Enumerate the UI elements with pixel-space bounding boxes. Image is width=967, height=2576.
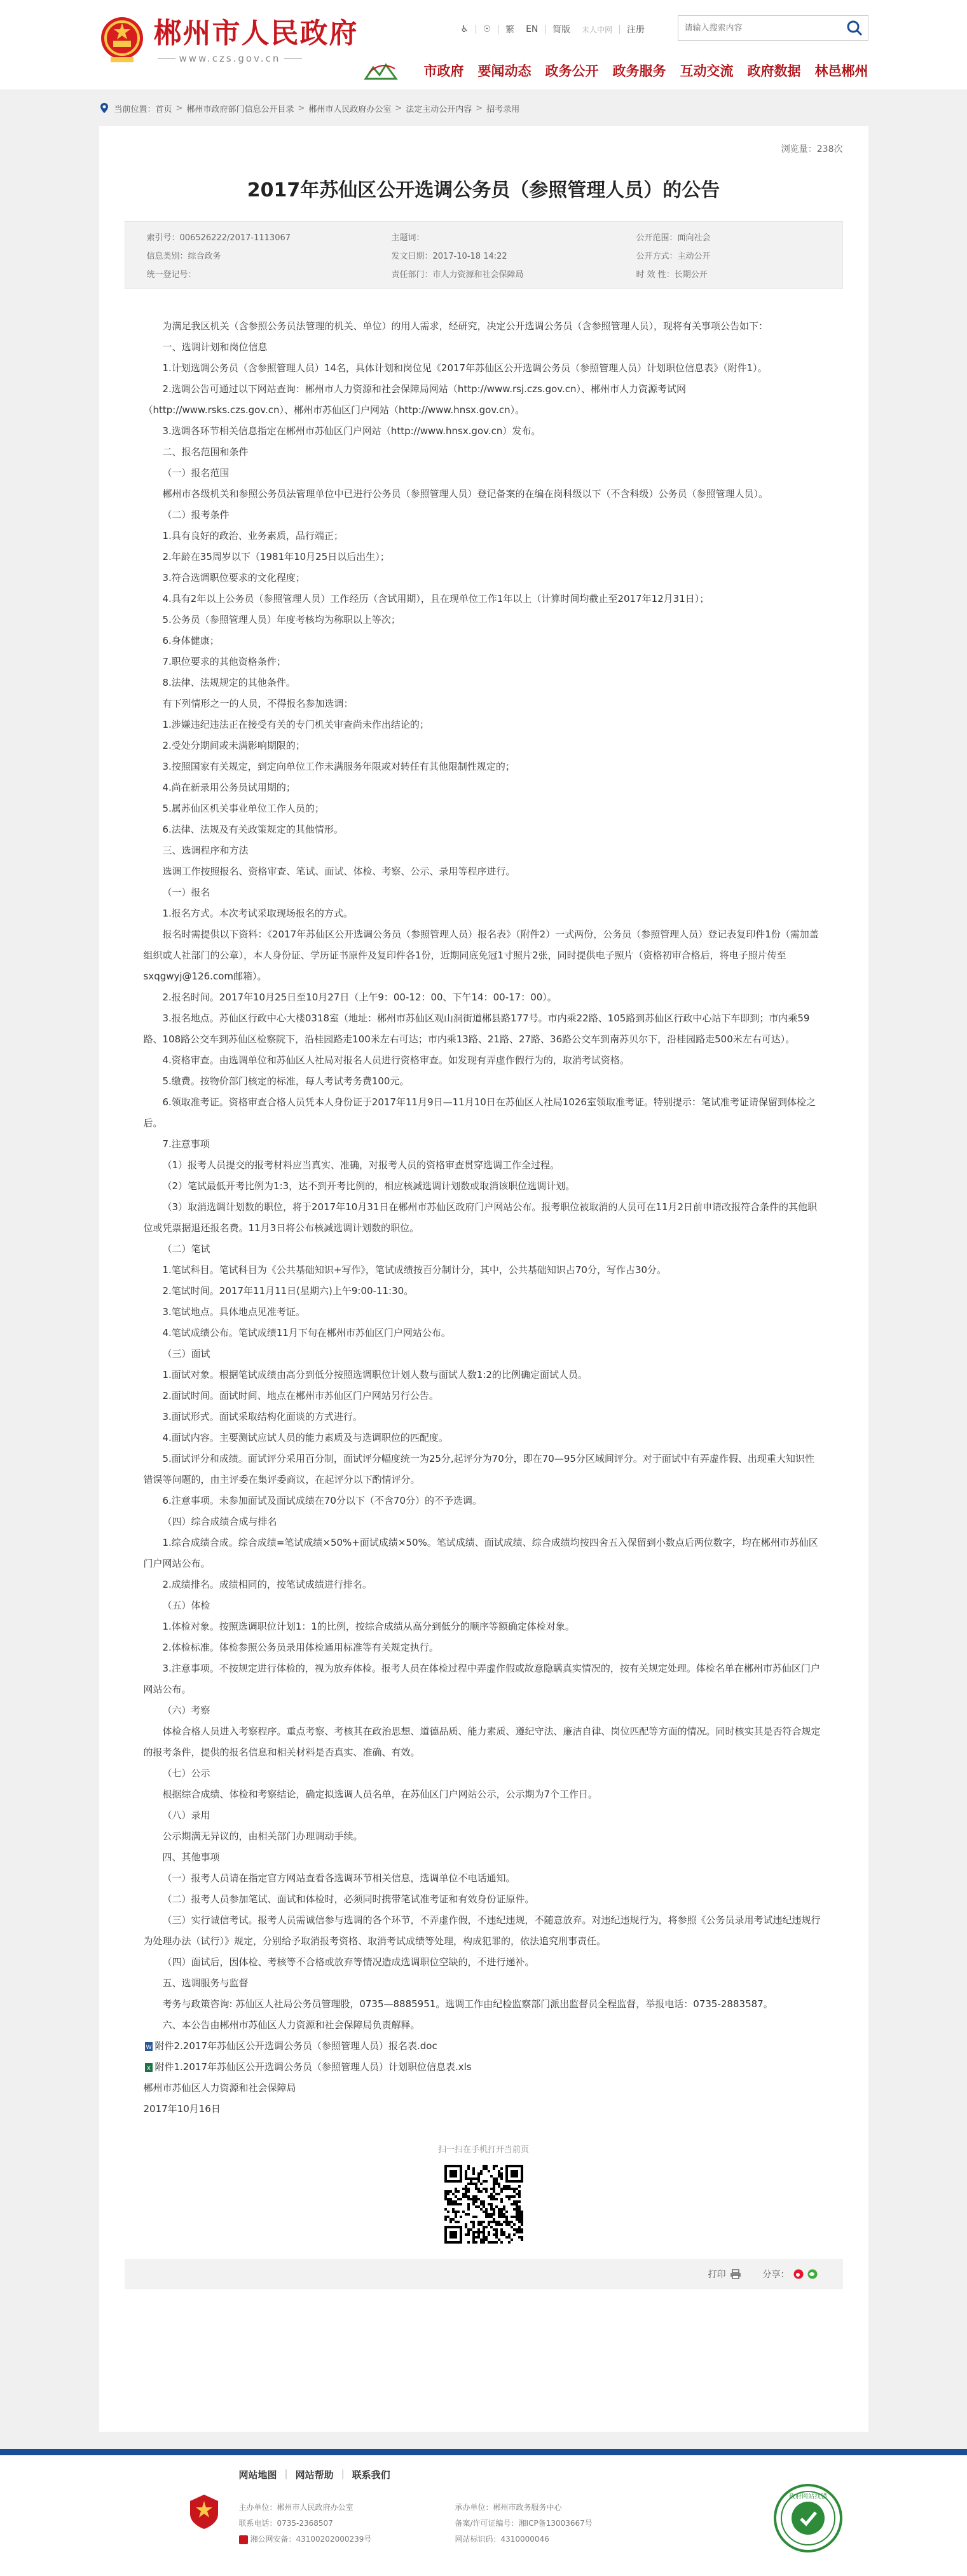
svg-text:X: X [146, 2065, 151, 2072]
article-paragraph: 8.法律、法规规定的其他条件。 [162, 677, 296, 688]
nav-government-services[interactable]: 政务服务 [612, 64, 666, 79]
article-paragraph: 二、报名范围和条件 [162, 446, 249, 458]
meta-publish-date: 发文日期：2017-10-18 14:22 [391, 252, 507, 261]
article-paragraph: 五、选调服务与监督 [162, 1977, 249, 1989]
article-paragraph: 1.体检对象。按照选调职位计划1：1的比例，按综合成绩从高分到低分的顺序等额确定体检对象。 [162, 1621, 575, 1632]
main-nav [363, 60, 868, 81]
website-error-report-seal-icon[interactable] [773, 2483, 843, 2553]
article-paragraph: 4.尚在新录用公务员试用期的； [162, 782, 296, 793]
article-paragraph: 7.职位要求的其他资格条件； [162, 656, 286, 667]
article-paragraph: 四、其他事项 [162, 1851, 220, 1863]
article-paragraph: 一、选调计划和岗位信息 [162, 341, 268, 353]
meta-index-number: 索引号：006526222/2017-1113067 [146, 233, 291, 243]
print-label: 打印 [708, 2270, 726, 2280]
article-paragraph: 1.具有良好的政治、业务素质，品行端正； [162, 530, 343, 542]
site-url: www.czs.gov.cn [179, 53, 281, 64]
meta-validity: 时 效 性：长期公开 [636, 270, 708, 280]
elder-mode-icon[interactable]: ☉ [483, 24, 491, 34]
accessibility-icon[interactable]: ♿ [460, 24, 469, 34]
article-paragraph: 考务与政策咨询: 苏仙区人社局公务员管理股，0735—8885951。选调工作由纪检监察部门派出监督员全程监督，举报电话：0735-2883587。 [162, 1998, 773, 2010]
article-paragraph: 有下列情形之一的人员，不得报名参加选调： [162, 698, 353, 709]
footer-host-info: 承办单位：郴州市政务服务中心 备案/许可证编号：湘ICP备13003667号 网站标识码：4310000046 [455, 2503, 593, 2544]
article-paragraph: 报名时需提供以下资料：《2017年苏仙区公开选调公务员（参照管理人员）报名表》（附件2）一式两份，公务员（参照管理人员）登记表复印件1份（需加盖组织或人社部门的公章），本人身份证、学历证书原件及复印件各1份，近期同底免冠1寸照片2张，同时提供电子照片（资格初审合格后，将电子照片传至sxqgwyj@126.com邮箱）。 [143, 929, 819, 982]
article-paragraph: 4.具有2年以上公务员（参照管理人员）工作经历（含试用期），且在现单位工作1年以上（计算时间均截止至2017年12月31日）； [162, 593, 710, 604]
article-paragraph: 4.面试内容。主要测试应试人员的能力素质及与选调职位的匹配度。 [162, 1432, 448, 1443]
traditional-chinese-link[interactable]: 繁 [505, 25, 515, 35]
user-status: 未人中网 [582, 25, 613, 34]
article-card [99, 126, 868, 2432]
site-logo[interactable] [99, 15, 359, 66]
meta-scope: 公开范围：面向社会 [636, 233, 711, 243]
article-paragraph: 6.领取准考证。资格审查合格人员凭本人身份证于2017年11月9日—11月10日在苏仙区人社局1026室领取准考证。特别提示：笔试准考证请保留到体检之后。 [143, 1096, 816, 1129]
site-footer [0, 2449, 967, 2576]
excel-file-icon [144, 2062, 154, 2073]
article-body [125, 316, 843, 2120]
article-paragraph: 2.笔试时间。2017年11月11日(星期六)上午9:00-11:30。 [162, 1285, 414, 1297]
qr-code-icon [442, 2162, 526, 2246]
article-paragraphs [144, 316, 824, 2036]
article-paragraph: 3.报名地点。苏仙区行政中心大楼0318室（地址：郴州市苏仙区观山洞街道郴县路177号。市内乘22路、105路到苏仙区行政中心站下车即到；市内乘59路、108路公交车到苏仙区检察院下，沿桂园路走100米左右可达；市内乘13路、21路、27路、36路公交车到南苏贝尔下，沿桂园路走500米左右可达）。 [143, 1012, 810, 1045]
meta-publish-method: 公开方式：主动公开 [636, 252, 711, 261]
article-paragraph: 郴州市各级机关和参照公务员法管理单位中已进行公务员（参照管理人员）登记备案的在编在岗科级以下（不含科级）公务员（参照管理人员）。 [162, 488, 769, 500]
attachment-link[interactable] [144, 2057, 824, 2078]
article-paragraph: 三、选调程序和方法 [162, 845, 249, 856]
search-input[interactable] [678, 16, 837, 40]
article-paragraph: 为满足我区机关（含参照公务员法管理的机关、单位）的用人需求，经研究，决定公开选调公务员（含参照管理人员），现将有关事项公告如下： [162, 320, 769, 332]
article-paragraph: 根据综合成绩、体检和考察结论，确定拟选调人员名单，在苏仙区门户网站公示，公示期为7个工作日。 [162, 1789, 598, 1800]
search-icon[interactable] [846, 20, 863, 36]
article-paragraph: 2.成绩排名。成绩相同的，按笔试成绩进行排名。 [162, 1579, 372, 1590]
article-paragraph: 体检合格人员进入考察程序。重点考察、考核其在政治思想、道德品质、能力素质、遵纪守法、廉洁自律、岗位匹配等方面的情况。同时核实其是否符合规定的报考条件，提供的报名信息和相关材料是否真实、准确、有效。 [143, 1726, 821, 1758]
printer-icon [730, 2269, 741, 2279]
article-paragraph: 7.注意事项 [162, 1138, 210, 1150]
article-paragraph: （二）笔试 [162, 1243, 210, 1255]
article-signature: 郴州市苏仙区人力资源和社会保障局 [143, 2082, 296, 2094]
article-paragraph: 5.面试评分和成绩。面试评分采用百分制，面试评分幅度统一为25分,起评分为70分，即在70—95分区域间评分。对于面试中有弄虚作假、出现重大知识性错误等问题的，由主评委在集评委商议，在起评分以下酌情评分。 [143, 1453, 814, 1485]
article-meta [125, 221, 843, 289]
article-paragraph: 5.公务员（参照管理人员）年度考核均为称职以上等次； [162, 614, 401, 625]
article-paragraph: 公示期满无异议的，由相关部门办理调动手续。 [162, 1830, 363, 1842]
article-paragraph: （一）报名范围 [162, 467, 230, 479]
site-header [0, 0, 967, 90]
footer-emblem-icon [188, 2493, 220, 2530]
article-paragraph: （七）公示 [162, 1768, 210, 1779]
site-title: 郴州市人民政府 [153, 17, 359, 50]
article-paragraph: 3.注意事项。不按规定进行体检的，视为放弃体检。报考人员在体检过程中弄虚作假或故意隐瞒真实情况的，按有关规定处理。体检名单在郴州市苏仙区门户网站公布。 [143, 1663, 820, 1695]
article-paragraph: 5.缴费。按物价部门核定的标准，每人考试考务费100元。 [162, 1075, 409, 1087]
nav-news[interactable]: 要闻动态 [477, 64, 532, 79]
english-link[interactable]: EN [526, 24, 538, 34]
location-pin-icon [99, 102, 109, 114]
article-paragraph: 3.选调各环节相关信息指定在郴州市苏仙区门户网站（http://www.hnsx.gov.cn）发布。 [162, 425, 541, 437]
article-paragraph: 4.笔试成绩公布。笔试成绩11月下旬在郴州市苏仙区门户网站公布。 [162, 1327, 451, 1339]
breadcrumb-recruitment[interactable]: 招考录用 [486, 104, 520, 114]
article-paragraph: （四）综合成绩合成与排名 [162, 1516, 277, 1527]
article-paragraph: （2）笔试最低开考比例为1:3，达不到开考比例的，相应核减选调计划数或取消该职位选调计划。 [162, 1180, 575, 1192]
qr-section [125, 2143, 843, 2246]
nav-city-government[interactable]: 市政府 [423, 64, 464, 79]
simple-version-link[interactable]: 简版 [552, 25, 571, 35]
share-weibo-icon[interactable] [793, 2269, 804, 2279]
attachment-1-label[interactable]: 附件1.2017年苏仙区公开选调公务员（参照管理人员）计划职位信息表.xls [154, 2061, 472, 2073]
action-bar [125, 2259, 843, 2289]
article-paragraph: （二）报考条件 [162, 509, 230, 521]
article-paragraph: 选调工作按照报名、资格审查、笔试、面试、体检、考察、公示、录用等程序进行。 [162, 866, 516, 877]
article-paragraph: 1.计划选调公务员（含参照管理人员）14名，具体计划和岗位见《2017年苏仙区公开选调公务员（参照管理人员）计划职位信息表》（附件1）。 [162, 362, 767, 374]
article-paragraph: 3.面试形式。面试采取结构化面谈的方式进行。 [162, 1411, 362, 1422]
attachment-link[interactable] [144, 2036, 824, 2057]
qr-caption: 扫一扫在手机打开当前页 [437, 2145, 529, 2155]
article-paragraph: 2.体检标准。体检参照公务员录用体检通用标准等有关规定执行。 [162, 1642, 439, 1653]
search-box [678, 15, 868, 41]
article-paragraph: 1.面试对象。根据笔试成绩由高分到低分按照选调职位计划人数与面试人数1:2的比例确定面试人员。 [162, 1369, 587, 1380]
top-links: ♿ | ☉ | 繁 EN | 简版 未人中网 | 注册 [460, 24, 645, 35]
article-paragraph: （三）面试 [162, 1348, 210, 1360]
national-emblem-icon [99, 15, 145, 66]
article-paragraph: 2.报名时间。2017年10月25日至10月27日（上午9：00-12：00、下午14：00-17：00）。 [162, 992, 557, 1003]
article-paragraph: 1.报名方式。本次考试采取现场报名的方式。 [162, 908, 353, 919]
article-date: 2017年10月16日 [143, 2103, 221, 2115]
article-paragraph: 2.面试时间。面试时间、地点在郴州市苏仙区门户网站另行公告。 [162, 1390, 439, 1401]
share-label: 分享： [762, 2270, 790, 2280]
breadcrumb: 当前位置： 首页 > 郴州市政府部门信息公开目录 > 郴州市人民政府办公室 > 法定主动公开内容 > 招考录用 [0, 90, 967, 126]
article-paragraph: （六）考察 [162, 1705, 210, 1716]
article-paragraph: 1.笔试科目。笔试科目为《公共基础知识+写作》，笔试成绩按百分制计分，其中，公共基础知识占70分，写作占30分。 [162, 1264, 667, 1276]
svg-text:W: W [146, 2044, 151, 2051]
article-paragraph: 3.按照国家有关规定，到定向单位工作未满服务年限或对转任有其他限制性规定的； [162, 761, 515, 772]
nav-government-data[interactable]: 政府数据 [747, 64, 801, 79]
police-badge-icon [239, 2535, 248, 2544]
article-paragraph: 6.身体健康； [162, 635, 219, 646]
article-paragraph: 2.年龄在35周岁以下（1981年10月25日以后出生）； [162, 551, 390, 562]
article-paragraph: 2.受处分期间或未满影响期限的； [162, 740, 305, 751]
article-paragraph: 6.注意事项。未参加面试及面试成绩在70分以下（不含70分）的不予选调。 [162, 1495, 482, 1506]
article-paragraph: 4.资格审查。由选调单位和苏仙区人社局对报名人员进行资格审查。如发现有弄虚作假行为的，取消考试资格。 [162, 1054, 629, 1066]
breadcrumb-directory[interactable]: 郴州市政府部门信息公开目录 [186, 104, 294, 114]
register-link[interactable]: 注册 [626, 25, 645, 35]
attachment-2-label[interactable]: 附件2.2017年苏仙区公开选调公务员（参照管理人员）报名表.doc [154, 2040, 437, 2052]
article-paragraph: 1.涉嫌违纪违法正在接受有关的专门机关审查尚未作出结论的； [162, 719, 429, 730]
article-paragraph: （一）报名 [162, 887, 210, 898]
meta-keywords: 主题词： [391, 233, 425, 243]
breadcrumb-office[interactable]: 郴州市人民政府办公室 [308, 104, 392, 114]
view-count: 浏览量：238次 [781, 144, 843, 154]
meta-department: 责任部门：市人力资源和社会保障局 [391, 270, 524, 280]
article-paragraph: 5.属苏仙区机关事业单位工作人员的； [162, 803, 324, 814]
share-wechat-icon[interactable] [807, 2269, 818, 2279]
article-paragraph: 3.符合选调职位要求的文化程度； [162, 572, 305, 583]
article-paragraph: 3.笔试地点。具体地点见准考证。 [162, 1306, 305, 1318]
breadcrumb-label: 当前位置： [114, 104, 156, 114]
print-button[interactable] [708, 2268, 741, 2280]
nav-government-affairs-open[interactable]: 政务公开 [545, 64, 599, 79]
article-paragraph: 六、本公告由郴州市苏仙区人力资源和社会保障局负责解释。 [162, 2019, 420, 2031]
article-paragraph: 2.选调公告可通过以下网站查询：郴州市人力资源和社会保障局网站（http://www.rsj.czs.gov.cn）、郴州市人力资源考试网（http://www.rsks.czs.gov.cn）、郴州市苏仙区门户网站（http://www.hnsx.gov.cn）。 [143, 383, 687, 416]
footer-sponsor-info: 主办单位：郴州市人民政府办公室 联系电话：0735-2368507 湘公网安备：43100202000239号 [238, 2503, 372, 2544]
share-section [763, 2268, 818, 2280]
footer-link-help[interactable]: 网站帮助 [295, 2469, 334, 2481]
article-paragraph: （一）报考人员请在指定官方网站查看各选调环节相关信息，选调单位不电话通知。 [162, 1872, 516, 1884]
article-paragraph: （八）录用 [162, 1809, 210, 1821]
article-paragraph: （五）体检 [162, 1600, 210, 1611]
meta-category: 信息类别：综合政务 [146, 252, 221, 261]
breadcrumb-home[interactable]: 首页 [155, 104, 172, 114]
article-paragraph: （1）报考人员提交的报考材料应当真实、准确，对报考人员的资格审查贯穿选调工作全过程。 [162, 1159, 560, 1171]
article-paragraph: （四）面试后，因体检、考核等不合格或放弃等情况造成选调职位空缺的，不进行递补。 [162, 1956, 535, 1968]
article-title: 2017年苏仙区公开选调公务员（参照管理人员）的公告 [247, 179, 720, 201]
article-paragraph: 1.综合成绩合成。综合成绩=笔试成绩×50%+面试成绩×50%。笔试成绩、面试成绩、综合成绩均按四舍五入保留到小数点后两位数字，均在郴州市苏仙区门户网站公布。 [143, 1537, 818, 1569]
article-paragraph: （二）报考人员参加笔试、面试和体检时，必须同时携带笔试准考证和有效身份证原件。 [162, 1893, 535, 1905]
breadcrumb-content[interactable]: 法定主动公开内容 [406, 104, 472, 114]
word-file-icon [144, 2041, 154, 2052]
nav-linyi-chenzhou[interactable]: 林邑郴州 [814, 64, 868, 79]
article-paragraph: （三）实行诚信考试。报考人员需诚信参与选调的各个环节，不弄虚作假，不违纪违规，不随意放弃。对违纪违规行为，将参照《公务员录用考试违纪违规行为处理办法（试行）》规定，分别给予取消报考资格、取消考试成绩等处理，构成犯罪的，依法追究刑事责任。 [143, 1914, 821, 1947]
footer-links: 网站地图 | 网站帮助 | 联系我们 [238, 2468, 390, 2481]
article-paragraph: （3）取消选调计划数的职位，将于2017年10月31日在郴州市苏仙区政府门户网站公布。报考职位被取消的人员可在11月2日前申请改报符合条件的其他职位或凭票据退还报名费。11月3日将公布核减选调计划数的职位。 [143, 1201, 818, 1234]
nav-interaction[interactable]: 互动交流 [680, 64, 734, 79]
article-paragraph: 6.法律、法规及有关政策规定的其他情形。 [162, 824, 343, 835]
seal-text: 政府网站找错 [788, 2493, 827, 2500]
meta-registration-number: 统一登记号： [146, 270, 196, 280]
city-landmark-icon [363, 60, 399, 81]
footer-link-sitemap[interactable]: 网站地图 [238, 2469, 277, 2481]
footer-link-contact[interactable]: 联系我们 [352, 2469, 390, 2481]
